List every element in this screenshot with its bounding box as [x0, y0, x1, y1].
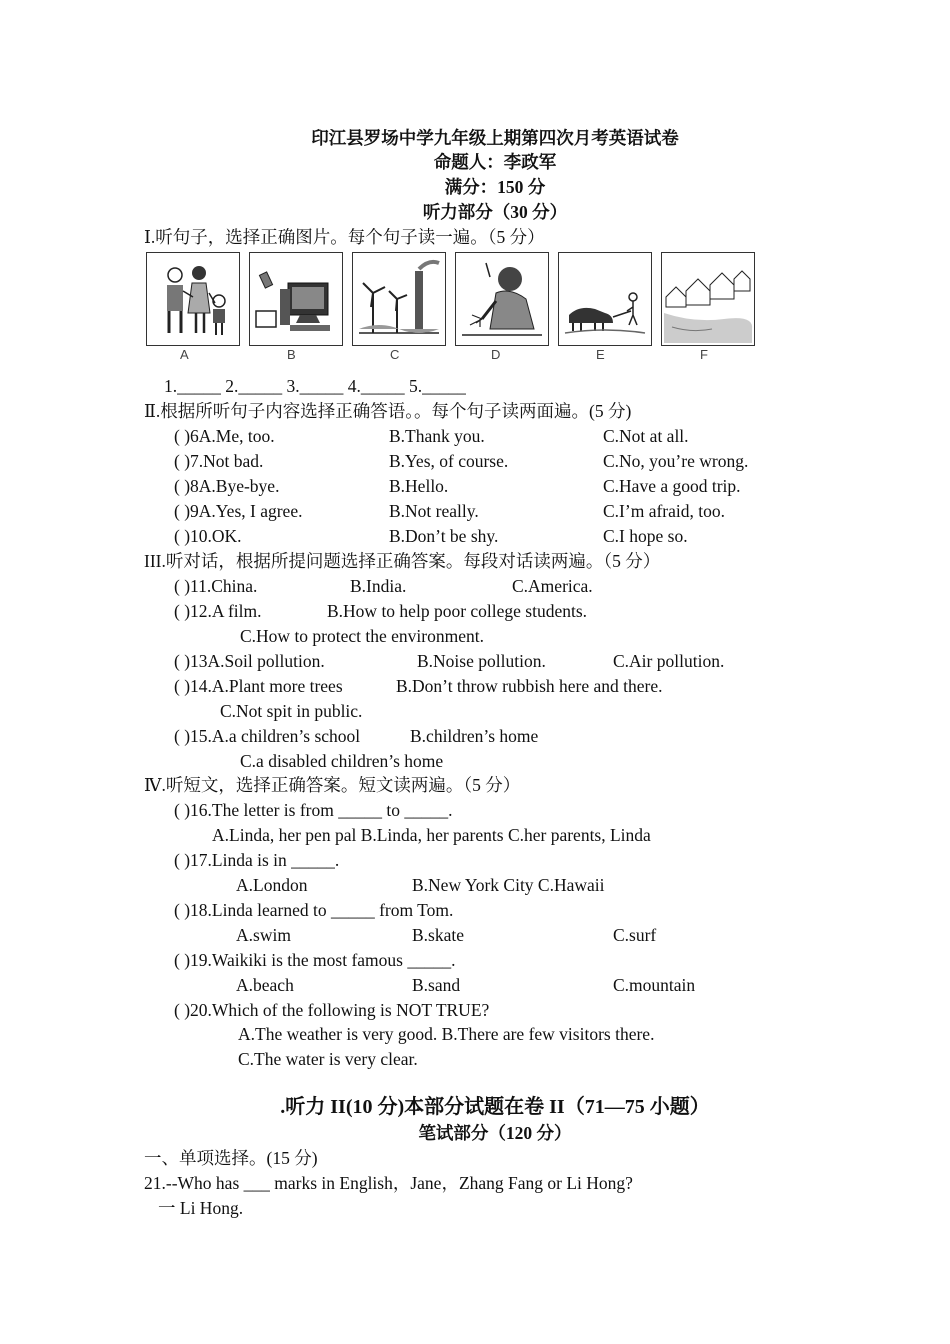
option-8b: B.Hello. [389, 476, 449, 496]
picture-label-f: F [700, 347, 708, 362]
question-9: ( )9A.Yes, I agree. [174, 501, 303, 521]
exam-title: 印江县罗场中学九年级上期第四次月考英语试卷 [311, 128, 679, 148]
option-12b: B.How to help poor college students. [327, 601, 588, 621]
farmer-ox-icon [558, 252, 652, 346]
section2-heading: Ⅱ.根据所听句子内容选择正确答语。。每个句子读两面遍。(5 分) [144, 401, 632, 421]
option-18c: C.surf [613, 925, 657, 945]
picture-row [146, 252, 756, 364]
author-line: 命题人：李政军 [433, 152, 557, 172]
factory-icon [352, 252, 446, 346]
question-11: ( )11.China. [174, 576, 258, 596]
houses-icon [661, 252, 755, 346]
family-icon [146, 252, 240, 346]
answer-21-dialogue: 一 Li Hong. [158, 1198, 244, 1218]
option-10c: C.I hope so. [603, 526, 688, 546]
option-20c: C.The water is very clear. [238, 1049, 418, 1069]
option-13c: C.Air pollution. [613, 651, 725, 671]
question-20: ( )20.Which of the following is NOT TRUE? [174, 1000, 490, 1020]
option-19c: C.mountain [613, 975, 696, 995]
option-10b: B.Don’t be shy. [389, 526, 499, 546]
option-17a: A.London [236, 875, 308, 895]
option-9c: C.I’m afraid, too. [603, 501, 725, 521]
option-20ab: A.The weather is very good. B.There are few visitors there. [238, 1024, 655, 1044]
picture-label-d: D [491, 347, 501, 362]
option-18a: A.swim [236, 925, 291, 945]
question-6: ( )6A.Me, too. [174, 426, 275, 446]
full-score: 满分：150 分 [444, 177, 546, 197]
question-16: ( )16.The letter is from _____ to _____. [174, 800, 453, 820]
question-13: ( )13A.Soil pollution. [174, 651, 325, 671]
option-14b: B.Don’t throw rubbish here and there. [396, 676, 663, 696]
picture-label-a: A [180, 347, 189, 362]
option-15c: C.a disabled children’s home [240, 751, 444, 771]
section3-heading: III.听对话，根据所提问题选择正确答案。每段对话读两遍。（5 分） [144, 551, 661, 571]
question-12: ( )12.A film. [174, 601, 262, 621]
option-8c: C.Have a good trip. [603, 476, 741, 496]
picture-label-c: C [390, 347, 400, 362]
picture-label-b: B [287, 347, 296, 362]
question-21: 21.--Who has ___ marks in English，Jane，Zhang Fang or Li Hong? [144, 1173, 633, 1193]
section1-heading: Ⅰ.听句子，选择正确图片。每个句子读一遍。（5 分） [144, 227, 545, 247]
listening2-heading: .听力 II(10 分)本部分试题在卷 II（71—75 小题） [280, 1096, 710, 1118]
section1-answer-blanks: 1._____ 2._____ 3._____ 4._____ 5._____ [164, 376, 466, 396]
question-18: ( )18.Linda learned to _____ from Tom. [174, 900, 454, 920]
option-19a: A.beach [236, 975, 294, 995]
question-7: ( )7.Not bad. [174, 451, 264, 471]
option-9b: B.Not really. [389, 501, 479, 521]
picture-label-e: E [596, 347, 605, 362]
option-15b: B.children’s home [410, 726, 539, 746]
option-7c: C.No, you’re wrong. [603, 451, 749, 471]
option-13b: B.Noise pollution. [417, 651, 546, 671]
option-7b: B.Yes, of course. [389, 451, 509, 471]
listening-part-heading: 听力部分（30 分） [422, 202, 568, 222]
option-6c: C.Not at all. [603, 426, 689, 446]
option-18b: B.skate [412, 925, 465, 945]
option-11b: B.India. [350, 576, 407, 596]
options-16: A.Linda, her pen pal B.Linda, her parents C.her parents, Linda [212, 825, 651, 845]
option-19b: B.sand [412, 975, 461, 995]
question-14: ( )14.A.Plant more trees [174, 676, 343, 696]
question-10: ( )10.OK. [174, 526, 242, 546]
welder-icon [455, 252, 549, 346]
option-14c: C.Not spit in public. [220, 701, 363, 721]
section4-heading: Ⅳ.听短文，选择正确答案。短文读两遍。（5 分） [144, 775, 521, 795]
single-choice-heading: 一、单项选择。(15 分) [144, 1148, 318, 1168]
option-17bc: B.New York City C.Hawaii [412, 875, 605, 895]
computer-phone-icon [249, 252, 343, 346]
question-15: ( )15.A.a children’s school [174, 726, 361, 746]
option-11c: C.America. [512, 576, 593, 596]
written-part-heading: 笔试部分（120 分） [418, 1123, 572, 1143]
question-17: ( )17.Linda is in _____. [174, 850, 340, 870]
option-6b: B.Thank you. [389, 426, 485, 446]
question-8: ( )8A.Bye-bye. [174, 476, 280, 496]
question-19: ( )19.Waikiki is the most famous _____. [174, 950, 456, 970]
option-12c: C.How to protect the environment. [240, 626, 484, 646]
